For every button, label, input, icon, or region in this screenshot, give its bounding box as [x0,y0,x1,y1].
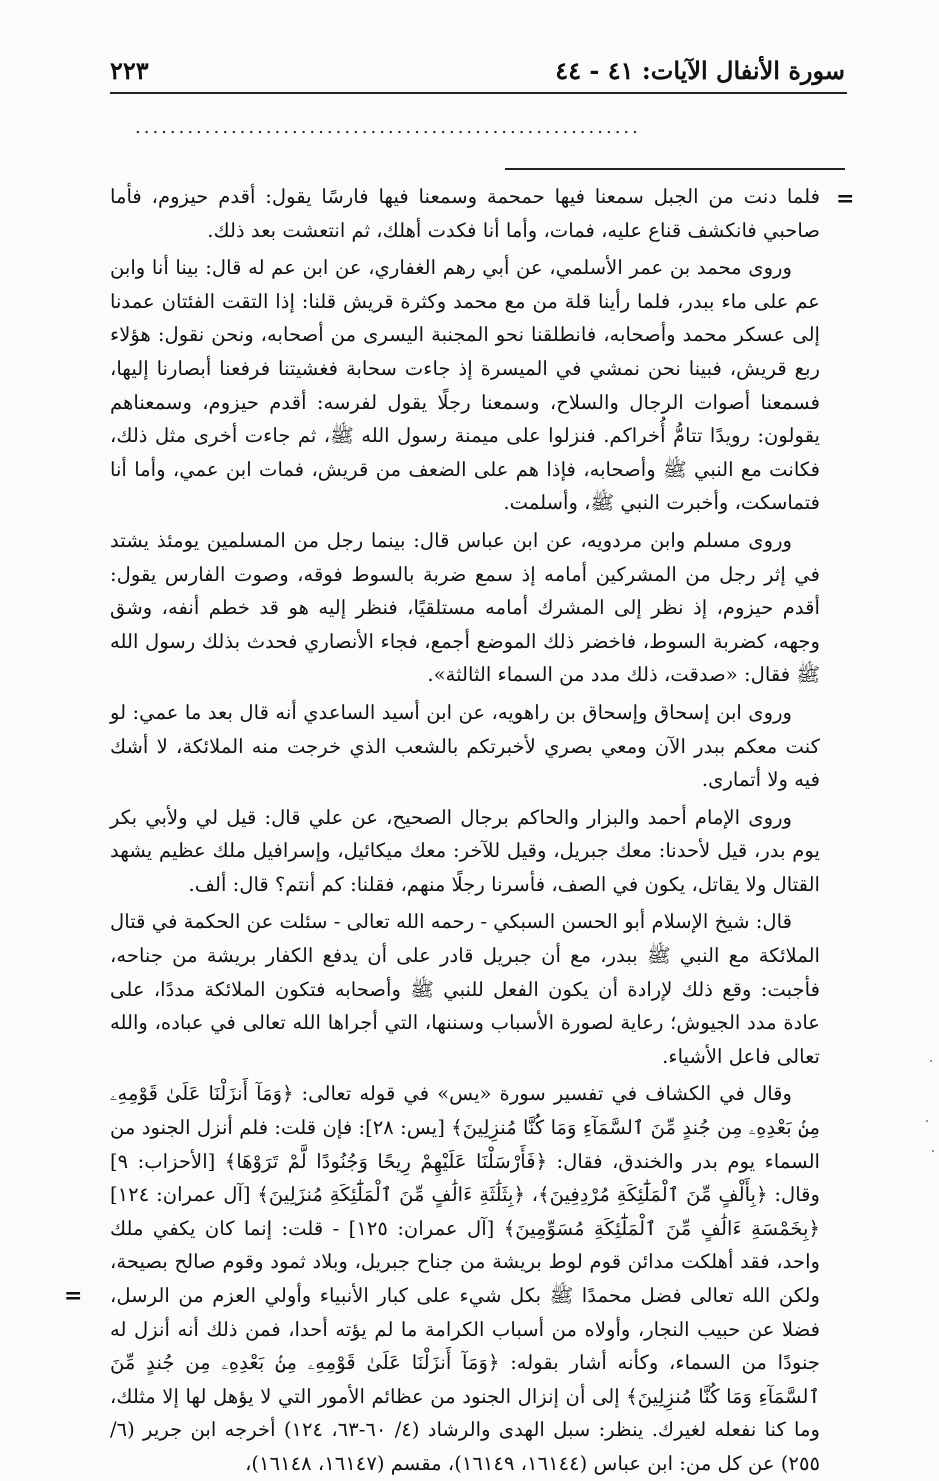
scan-speck [926,1120,928,1122]
scan-speck [930,1060,932,1062]
surah-title: سورة الأنفال الآيات: ٤١ - ٤٤ [555,56,845,85]
footnote-text [110,180,820,1475]
footnote-rule [505,168,845,170]
paragraph: وروى الإمام أحمد والبزار والحاكم برجال الصحيح، عن علي قال: قيل لي ولأبي بكر يوم بدر، قيل لأحدنا: معك جبريل، وقيل للآخر: معك ميكائيل، وإسرافيل ملك عظيم يشهد القتال ولا يقاتل، يكون في الصف، فأسرنا رجلًا منهم، فقلنا: كم أنتم؟ قال: ألف. [110,805,820,896]
paragraph: فلما دنت من الجبل سمعنا فيها حمحمة وسمعنا فيها فارسًا يقول: أقدم حيزوم، فأما صاحبي فانكشف قناع عليه، فمات، وأما أنا فكدت أهلك، ثم انتعشت بعد ذلك. [110,185,820,242]
page-number: ٢٢٣ [110,56,149,85]
paragraph: قال: شيخ الإسلام أبو الحسن السبكي - رحمه الله تعالى - سئلت عن الحكمة في قتال الملائكة مع النبي ﷺ ببدر، مع أن جبريل قادر على أن يدفع الكفار بريشة من جناحه، فأجبت: وقع ذلك لإرادة أن يكون الفعل للنبي ﷺ وأصحابه فتكون الملائكة مددًا، على عادة مدد الجيوش؛ رعاية لصورة الأسباب وسننها، التي أجراها الله تعالى في عباده، والله تعالى فاعل الأشياء. [110,910,820,1068]
dotted-separator: .......................................................... [135,117,641,138]
paragraph: وروى مسلم وابن مردويه، عن ابن عباس قال: بينما رجل من المسلمين يومئذ يشتد في إثر رجل من المشركين أمامه إذ سمع ضربة بالسوط فوقه، وصوت الفارس يقول: أقدم حيزوم، إذ نظر إلى المشرك أمامه مستلقيًا، فنظر إليه هو قد خطم أنفه، وشق وجهه، كضربة السوط، فاخضر ذلك الموضع أجمع، فجاء الأنصاري فحدث بذلك رسول الله ﷺ فقال: «صدقت، ذلك مدد من السماء الثالثة». [110,528,820,687]
header-rule [110,92,847,94]
paragraph: وروى ابن إسحاق وإسحاق بن راهويه، عن ابن أسيد الساعدي أنه قال بعد ما عمي: لو كنت معكم ببدر الآن ومعي بصري لأخبرتكم بالشعب الذي خرجت منه الملائكة، لا أشك فيه ولا أتمارى. [110,700,820,792]
continuation-mark: = [836,186,855,212]
running-header [110,52,845,92]
paragraph: وقال في الكشاف في تفسير سورة «يس» في قوله تعالى: ﴿وَمَآ أَنزَلْنَا عَلَىٰ قَوْمِهِۦ مِنۢ بَعْدِهِۦ مِن جُندٍ مِّنَ ٱلسَّمَآءِ وَمَا كُنَّا مُنزِلِينَ﴾ [يس: ٢٨]: فإن قلت: فلم أنزل الجنود من السماء يوم بدر والخندق، فقال: ﴿فَأَرْسَلْنَا عَلَيْهِمْ رِيحًا وَجُنُودًا لَّمْ تَرَوْهَا﴾ [الأحزاب: ٩] وقال: ﴿بِأَلْفٍ مِّنَ ٱلْمَلَٰٓئِكَةِ مُرْدِفِينَ﴾، ﴿بِثَلَٰثَةِ ءَالَٰفٍ مِّنَ ٱلْمَلَٰٓئِكَةِ مُنزَلِينَ﴾ [آل عمران: ١٢٤] ﴿بِخَمْسَةِ ءَالَٰفٍ مِّنَ ٱلْمَلَٰٓئِكَةِ مُسَوِّمِينَ﴾ [آل عمران: ١٢٥] - قلت: إنما كان يكفي ملك واحد، فقد أهلكت مدائن قوم لوط بريشة من جناح جبريل، وبلاد ثمود وقوم صالح بصيحة، ولكن الله تعالى فضل محمدًا ﷺ بكل شيء على كبار الأنبياء وأولي العزم من الرسل، فضلا عن حبيب النجار، وأولاه من أسباب الكرامة ما لم يؤته أحدا، فمن ذلك أنه أنزل له جنودًا من السماء، وكأنه أشار بقوله: ﴿وَمَآ أَنزَلْنَا عَلَىٰ قَوْمِهِۦ مِنۢ بَعْدِهِۦ مِن جُندٍ مِّنَ ٱلسَّمَآءِ وَمَا كُنَّا مُنزِلِينَ﴾ إلى أن إنزال الجنود من عظائم الأمور التي لا يؤهل لها إلا مثلك، وما كنا نفعله لغيرك. ينظر: سبل الهدى والرشاد (٤/ ٦٠-٦٣، ١٢٤) أخرجه ابن جرير (٦/ ٢٥٥) عن كل من: ابن عباس (١٦١٤٤، ١٦١٤٩)، مقسم (١٦١٤٧، ١٦١٤٨)، [110,1082,820,1475]
scan-speck [932,1150,934,1152]
paragraph: وروى محمد بن عمر الأسلمي، عن أبي رهم الغفاري، عن ابن عم له قال: بينا أنا وابن عم على ماء ببدر، فلما رأينا قلة من مع محمد وكثرة قريش قلنا: إذا التقت الفئتان عمدنا إلى عسكر محمد وأصحابه، فانطلقنا نحو المجنبة اليسرى من أصحابه، ونحن نقول: هؤلاء ربع قريش، فبينا نحن نمشي في الميسرة إذ جاءت سحابة فغشيتنا فرفعنا أبصارنا إليها، فسمعنا أصوات الرجال والسلاح، وسمعنا رجلًا يقول لفرسه: أقدم حيزوم، وسمعناهم يقولون: رويدًا تتامُّ أُخراكم. فنزلوا على ميمنة رسول الله ﷺ، ثم جاءت أخرى مثل ذلك، فكانت مع النبي ﷺ وأصحابه، فإذا هم على الضعف من قريش، فمات ابن عمي، وأما أنا فتماسكت، وأخبرت النبي ﷺ، وأسلمت. [110,256,820,515]
footer-continuation-mark: = [64,1283,83,1309]
